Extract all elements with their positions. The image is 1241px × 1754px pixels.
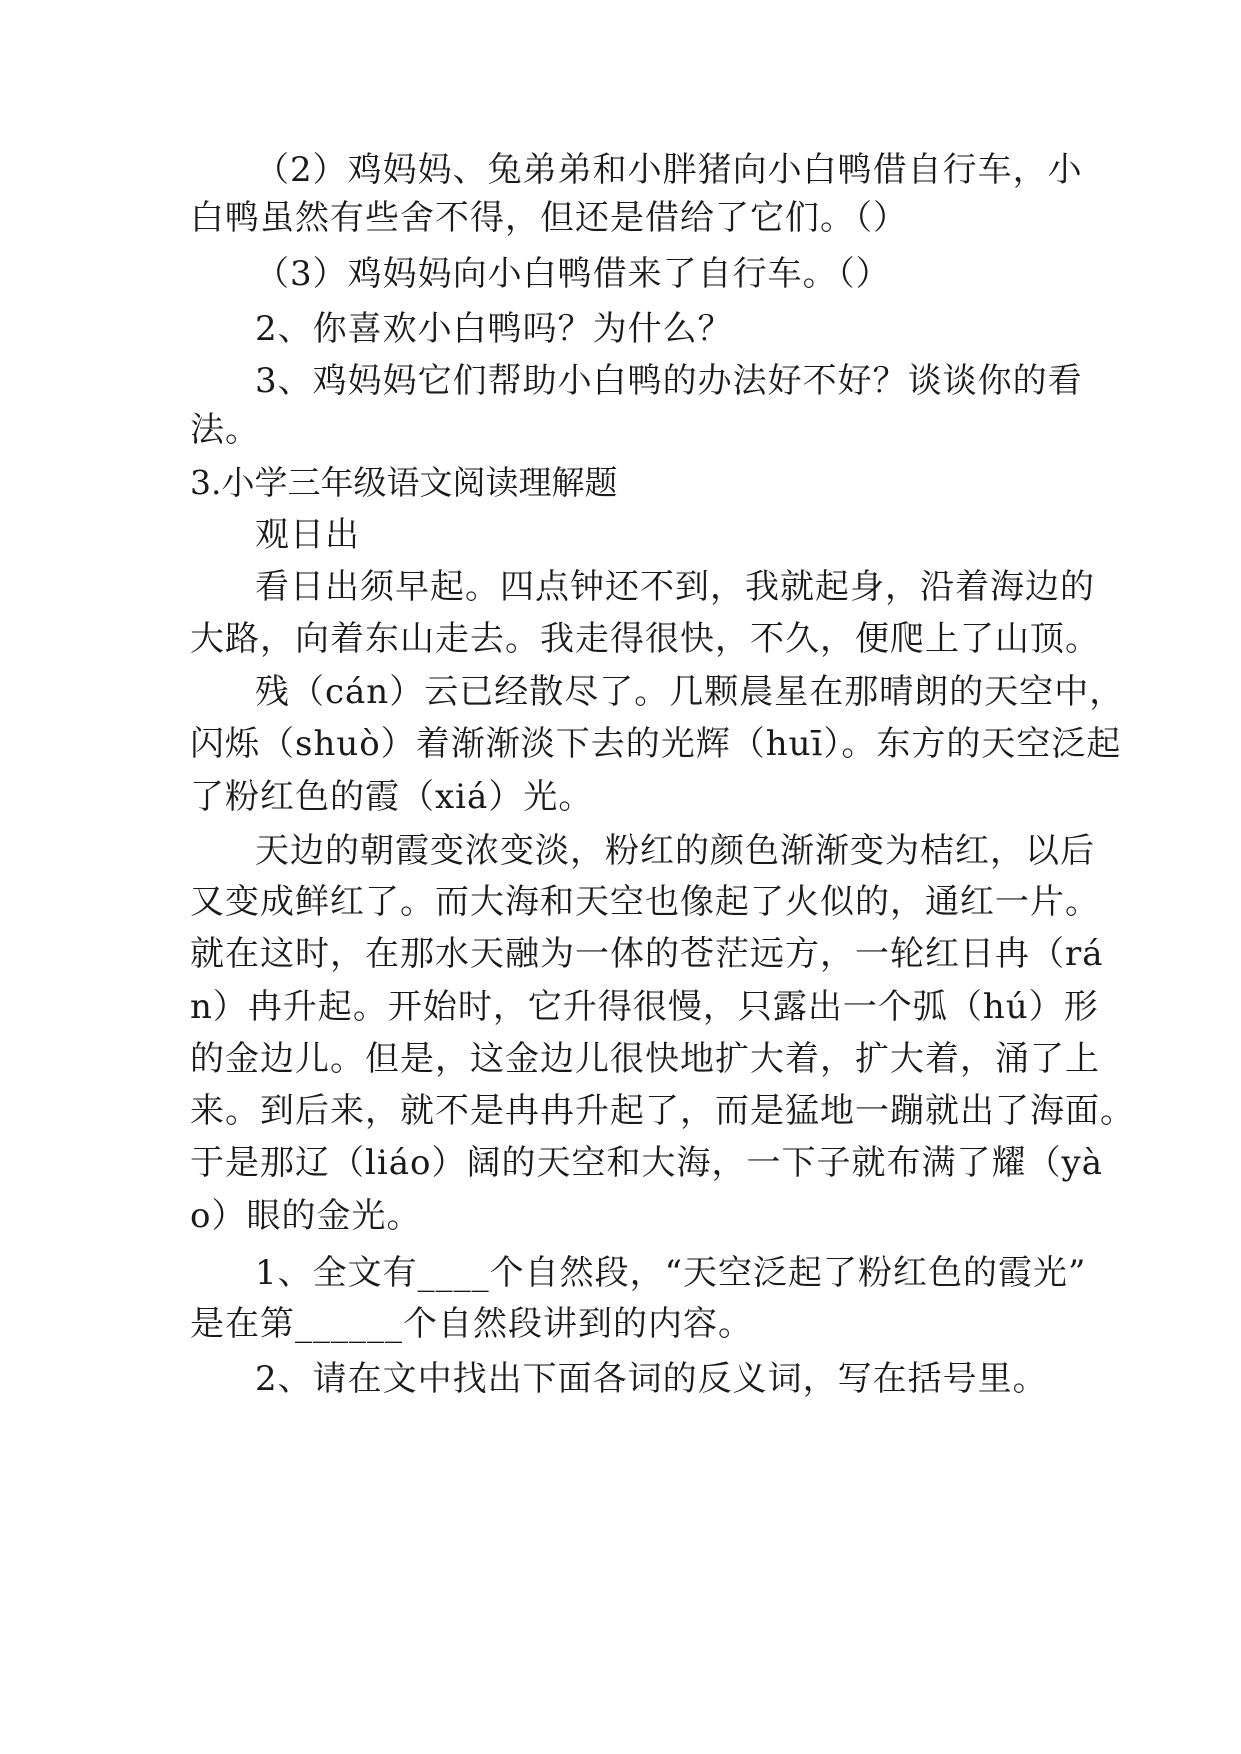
question-line: 是在第______个自然段讲到的内容。 xyxy=(190,1304,753,1344)
text-line: 来。到后来，就不是冉冉升起了，而是猛地一蹦就出了海面。 xyxy=(190,1091,1135,1131)
passage-title: 观日出 xyxy=(255,515,360,555)
text-line: 的金边儿。但是，这金边儿很快地扩大着，扩大着，涌了上 xyxy=(190,1039,1100,1079)
text-line: 3、鸡妈妈它们帮助小白鸭的办法好不好？谈谈你的看 xyxy=(255,361,1083,401)
text-line: 残（cán）云已经散尽了。几颗晨星在那晴朗的天空中， xyxy=(255,672,1125,712)
text-line: 法。 xyxy=(190,410,260,450)
section-heading: 3.小学三年级语文阅读理解题 xyxy=(190,463,618,502)
text-line: 于是那辽（liáo）阔的天空和大海，一下子就布满了耀（yà xyxy=(190,1143,1103,1183)
question-line: 2、请在文中找出下面各词的反义词，写在括号里。 xyxy=(255,1359,1048,1399)
text-line: 就在这时，在那水天融为一体的苍茫远方，一轮红日冉（rá xyxy=(190,934,1104,974)
question-line: 1、全文有____个自然段，“天空泛起了粉红色的霞光” xyxy=(255,1253,1087,1293)
text-line: （2）鸡妈妈、兔弟弟和小胖猪向小白鸭借自行车，小 xyxy=(255,150,1083,190)
text-line: 又变成鲜红了。而大海和天空也像起了火似的，通红一片。 xyxy=(190,882,1100,922)
text-line: 看日出须早起。四点钟还不到，我就起身，沿着海边的 xyxy=(255,567,1095,607)
text-line: n）冉升起。开始时，它升得很慢，只露出一个弧（hú）形 xyxy=(190,987,1099,1027)
text-line: 大路，向着东山走去。我走得很快，不久，便爬上了山顶。 xyxy=(190,619,1100,659)
text-line: 天边的朝霞变浓变淡，粉红的颜色渐渐变为桔红，以后 xyxy=(255,831,1095,871)
text-line: o）眼的金光。 xyxy=(190,1196,422,1236)
text-line: 闪烁（shuò）着渐渐淡下去的光辉（huī）。东方的天空泛起 xyxy=(190,724,1122,764)
text-line: （3）鸡妈妈向小白鸭借来了自行车。（） xyxy=(255,254,891,294)
text-line: 2、你喜欢小白鸭吗？为什么？ xyxy=(255,309,733,349)
text-line: 了粉红色的霞（xiá）光。 xyxy=(190,777,594,817)
text-line: 白鸭虽然有些舍不得，但还是借给了它们。（） xyxy=(190,198,908,238)
